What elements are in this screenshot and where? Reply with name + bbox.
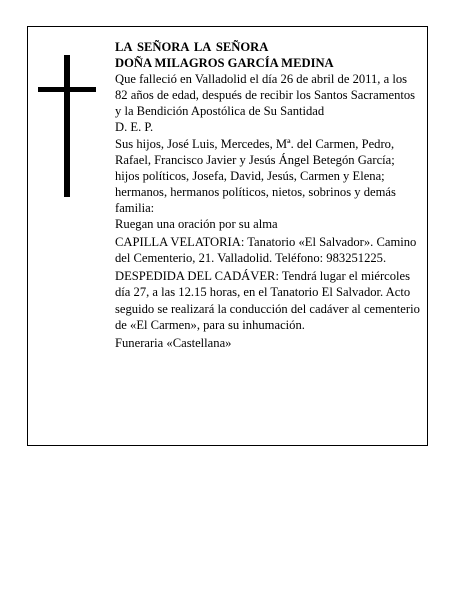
- cross-horizontal-bar: [38, 87, 96, 92]
- death-statement: Que falleció en Valladolid el día 26 de abril de 2011, a los 82 años de edad, después de recibir los Santos Sacramentos y la Bendición Apostólica de Su Santidad: [115, 72, 416, 119]
- farewell-info: DESPEDIDA DEL CADÁVER: Tendrá lugar el miércoles día 27, a las 12.15 horas, en el Tanatorio El Salvador. Acto seguido se realizará la conducción del cadáver al cementerio de «El Carmen», para su inhumación.: [115, 269, 420, 332]
- notice-text: [115, 39, 421, 351]
- obituary-notice: [27, 26, 428, 446]
- notice-title: LA SEÑORA LA SEÑORA: [115, 40, 269, 54]
- family-list: Sus hijos, José Luis, Mercedes, Mª. del Carmen, Pedro, Rafael, Francisco Javier y Jesús Ángel Betegón García; hijos políticos, Josefa, David, Jesús, Carmen y Elena; hermanos, hermanos políticos, nietos, sobrinos y demás familia:: [115, 136, 396, 215]
- cross-icon: [38, 55, 98, 197]
- dep-line: D. E. P.: [115, 120, 154, 135]
- funeral-home: Funeraria «Castellana»: [115, 335, 232, 350]
- chapel-info: CAPILLA VELATORIA: Tanatorio «El Salvador». Camino del Cementerio, 21. Valladolid. Teléfono: 983251225.: [115, 235, 417, 266]
- deceased-name: DOÑA MILAGROS GARCÍA MEDINA: [115, 56, 334, 71]
- cross-vertical-bar: [64, 55, 70, 197]
- prayer-request: Ruegan una oración por su alma: [115, 217, 278, 232]
